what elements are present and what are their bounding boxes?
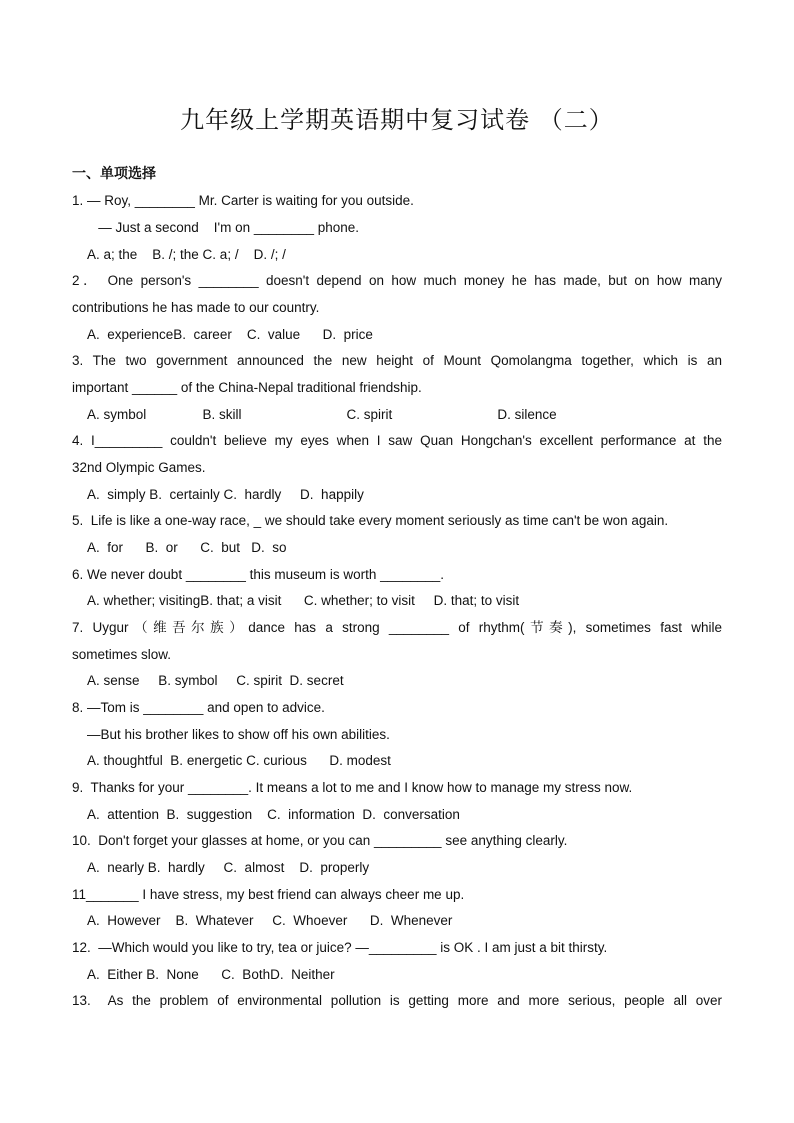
option-line: A. nearly B. hardly C. almost D. properly <box>87 860 370 875</box>
question-line: 3. The two government announced the new height of Mount Qomolangma together, which is an <box>72 353 722 368</box>
question-line: —But his brother likes to show off his own abilities. <box>87 727 390 742</box>
option-line: A. symbol B. skill C. spirit D. silence <box>87 407 557 422</box>
option-line: A. attention B. suggestion C. information D. conversation <box>87 807 460 822</box>
question-line: 8. —Tom is ________ and open to advice. <box>72 700 325 715</box>
option-line: A. simply B. certainly C. hardly D. happily <box>87 487 364 502</box>
section-heading: 一、单项选择 <box>72 166 156 182</box>
question-line: 32nd Olympic Games. <box>72 460 206 475</box>
option-line: A. sense B. symbol C. spirit D. secret <box>87 673 344 688</box>
question-line: 13. As the problem of environmental pollution is getting more and more serious, people all over <box>72 993 722 1008</box>
option-line: A. Either B. None C. BothD. Neither <box>87 967 335 982</box>
question-line: — Just a second I'm on ________ phone. <box>87 220 360 235</box>
question-line: 2． One person's ________ doesn't depend on how much money he has made, but on how many <box>72 273 722 288</box>
question-line: 11_______ I have stress, my best friend can always cheer me up. <box>72 887 465 902</box>
question-line: 10. Don't forget your glasses at home, or you can _________ see anything clearly. <box>72 833 568 848</box>
question-line: 7. Uygur（维吾尔族）dance has a strong ________ of rhythm(节奏), sometimes fast while <box>72 620 722 635</box>
question-line: 6. We never doubt ________ this museum is worth ________. <box>72 567 444 582</box>
option-line: A. whether; visitingB. that; a visit C. whether; to visit D. that; to visit <box>87 593 520 608</box>
question-line: 1. — Roy, ________ Mr. Carter is waiting for you outside. <box>72 193 414 208</box>
option-line: A. experienceB. career C. value D. price <box>87 327 373 342</box>
page-title: 九年级上学期英语期中复习试卷 （二） <box>180 106 614 134</box>
question-line: 4. I_________ couldn't believe my eyes when I saw Quan Hongchan's excellent performance at the <box>72 433 722 448</box>
question-line: important ______ of the China-Nepal traditional friendship. <box>72 380 422 395</box>
question-line: 9. Thanks for your ________. It means a lot to me and I know how to manage my stress now. <box>72 780 633 795</box>
option-line: A. a; the B. /; the C. a; / D. /; / <box>87 247 286 262</box>
question-line: 5. Life is like a one-way race, _ we should take every moment seriously as time can't be won again. <box>72 513 669 528</box>
question-line: sometimes slow. <box>72 647 172 662</box>
option-line: A. However B. Whatever C. Whoever D. Whenever <box>87 913 453 928</box>
question-line: 12. —Which would you like to try, tea or juice? —_________ is OK . I am just a bit thirsty. <box>72 940 608 955</box>
question-line: contributions he has made to our country. <box>72 300 320 315</box>
option-line: A. for B. or C. but D. so <box>87 540 287 555</box>
option-line: A. thoughtful B. energetic C. curious D. modest <box>87 753 391 768</box>
